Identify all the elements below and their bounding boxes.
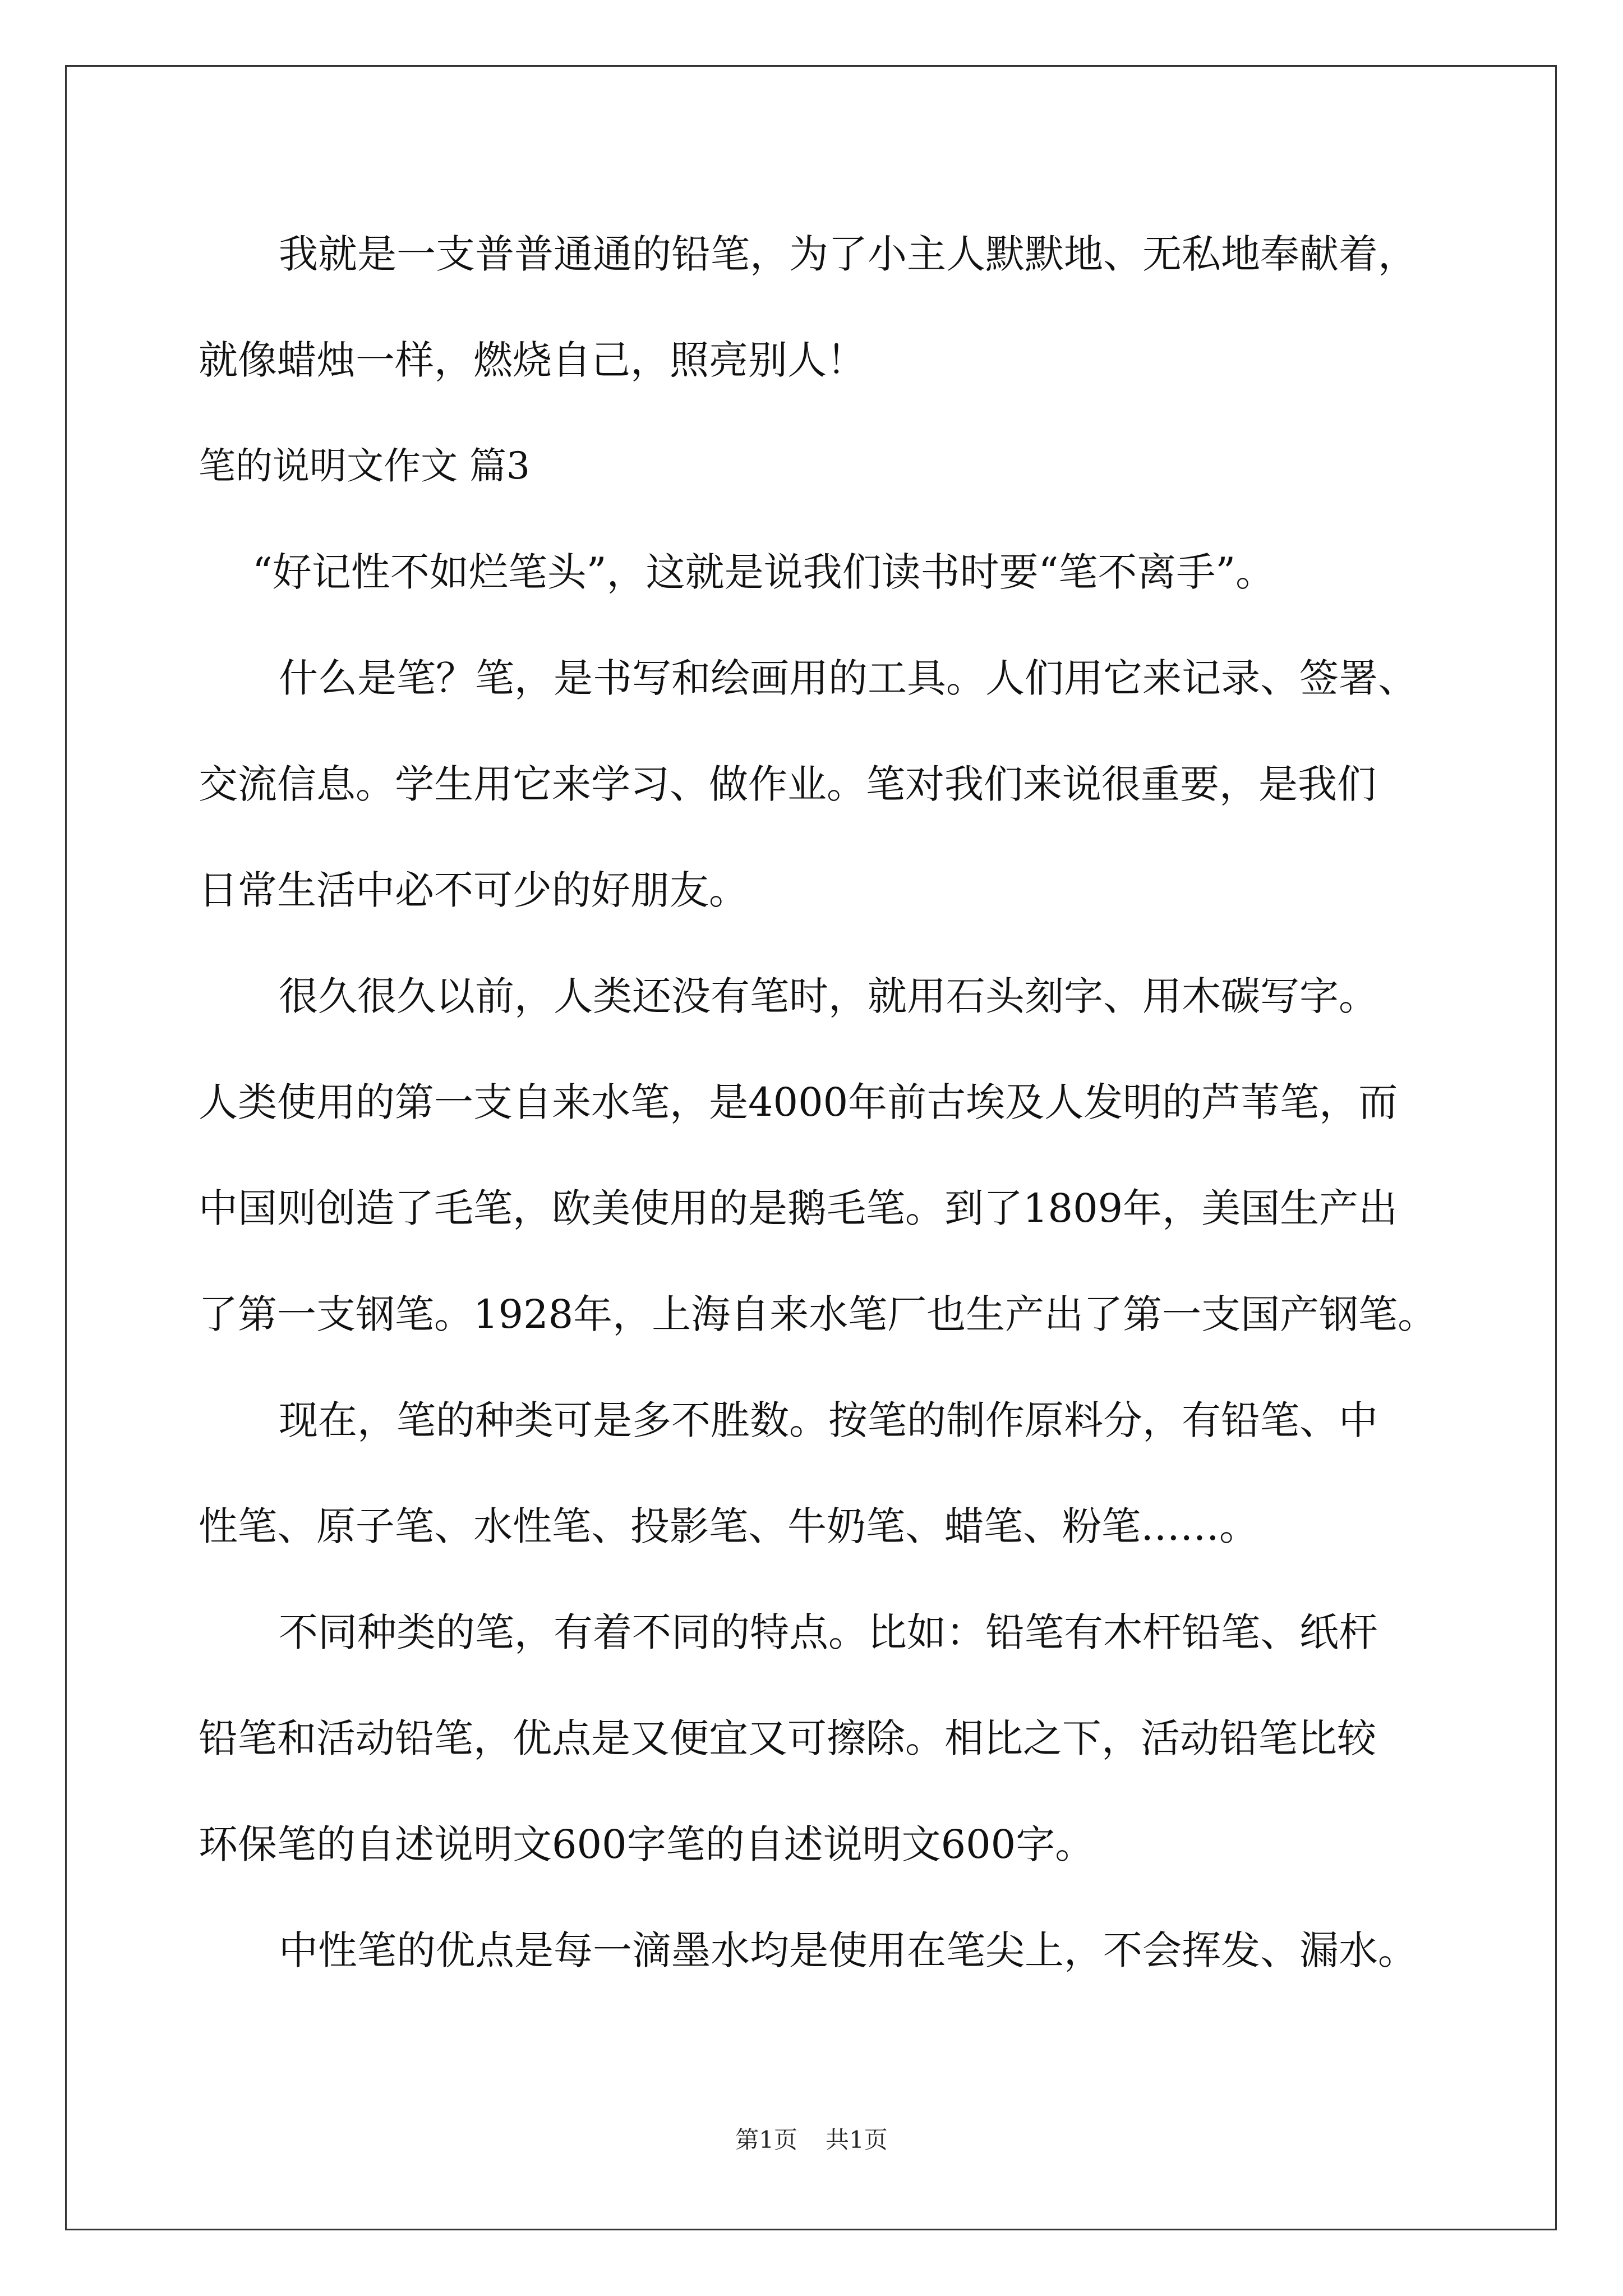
paragraph-line: 就像蜡烛一样，燃烧自己，照亮别人！ bbox=[199, 337, 866, 383]
page-footer bbox=[0, 2123, 1623, 2157]
page-number: 第1页 bbox=[735, 2126, 797, 2154]
paragraph-line: 我就是一支普普通通的铅笔，为了小主人默默地、无私地奉献着， bbox=[279, 231, 1417, 277]
paragraph-line: 不同种类的笔，有着不同的特点。比如：铅笔有木杆铅笔、纸杆 bbox=[279, 1609, 1378, 1655]
page-border bbox=[65, 65, 1557, 2230]
paragraph-line: 交流信息。学生用它来学习、做作业。笔对我们来说很重要，是我们 bbox=[199, 761, 1376, 807]
section-heading: 笔的说明文作文 篇3 bbox=[199, 444, 530, 487]
paragraph-line: 中国则创造了毛笔，欧美使用的是鹅毛笔。到了1809年，美国生产出 bbox=[199, 1185, 1398, 1231]
paragraph-line: 日常生活中必不可少的好朋友。 bbox=[199, 867, 748, 913]
paragraph-line: 铅笔和活动铅笔，优点是又便宜又可擦除。相比之下，活动铅笔比较 bbox=[199, 1715, 1376, 1761]
paragraph-line: 人类使用的第一支自来水笔，是4000年前古埃及人发明的芦苇笔，而 bbox=[199, 1079, 1398, 1125]
paragraph-line: 现在，笔的种类可是多不胜数。按笔的制作原料分，有铅笔、中 bbox=[279, 1397, 1378, 1443]
paragraph-line: 很久很久以前，人类还没有笔时，就用石头刻字、用木碳写字。 bbox=[279, 973, 1378, 1019]
paragraph-line: 性笔、原子笔、水性笔、投影笔、牛奶笔、蜡笔、粉笔……。 bbox=[199, 1503, 1258, 1549]
paragraph-line: 中性笔的优点是每一滴墨水均是使用在笔尖上，不会挥发、漏水。 bbox=[279, 1927, 1417, 1973]
paragraph-line: 了第一支钢笔。1928年，上海自来水笔厂也生产出了第一支国产钢笔。 bbox=[199, 1291, 1437, 1337]
paragraph-line: 环保笔的自述说明文600字笔的自述说明文600字。 bbox=[199, 1821, 1095, 1867]
page-total: 共1页 bbox=[826, 2126, 888, 2154]
paragraph-line: “好记性不如烂笔头”，这就是说我们读书时要“笔不离手”。 bbox=[252, 549, 1275, 595]
paragraph-line: 什么是笔？笔，是书写和绘画用的工具。人们用它来记录、签署、 bbox=[279, 655, 1417, 701]
